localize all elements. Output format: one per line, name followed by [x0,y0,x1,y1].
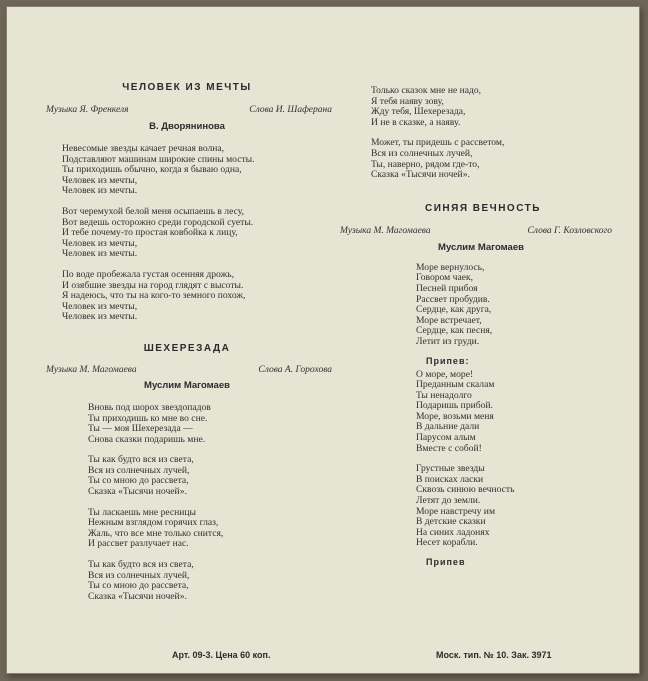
lyric-line: Море вернулось, [416,261,485,273]
song3-music: Музыка М. Магомаева [340,225,431,236]
song1-stanza-1 [62,144,332,197]
song1-stanza-2 [62,207,332,260]
song3-lyrics [336,263,626,567]
lyric-line: Невесомые звезды качает речная волна, [62,143,225,154]
lyric-line: Сказка «Тысячи ночей». [88,590,187,602]
song1-words: Слова И. Шаферана [249,105,332,115]
lyric-line: Море, возьми меня [416,410,494,422]
lyric-line: И рассвет разлучает нас. [88,538,189,550]
lyric-line: На синих ладонях [416,526,490,538]
lyric-line: Вновь под шорох звездопадов [88,401,211,413]
lyric-line: В детские сказки [416,516,486,528]
song3-words: Слова Г. Козловского [527,225,612,236]
song2-title: ШЕХЕРЕЗАДА [143,342,231,354]
song1-credits [42,105,332,115]
song1-stanza-3 [62,270,332,323]
lyric-line: Сказка «Тысячи ночей». [88,486,187,498]
lyric-line: Сердце, как песня, [416,325,493,337]
song2-credits [42,365,332,375]
lyric-line: Летят до земли. [416,495,481,507]
lyric-line: Подаришь прибой. [416,400,493,412]
lyric-line: Нежным взглядом горячих глаз, [88,517,219,529]
lyric-line: Сказка «Тысячи ночей». [371,169,470,181]
lyric-line: И не в сказке, а наяву. [371,116,461,128]
lyric-line: Жаль, что все мне только снится, [88,527,224,539]
footer-print-info: Моск. тип. № 10. Зак. 3971 [436,650,552,660]
lyric-line: Сердце, как друга, [416,304,492,316]
lyric-line: О море, море! [416,368,474,380]
lyric-line: Человек из мечты, [62,237,138,249]
lyric-line: Человек из мечты, [62,300,138,312]
lyric-line: И озябшие звезды на город глядят с высоты. [62,279,244,291]
lyric-line: Ты, наверно, рядом где-то, [371,158,480,170]
song1-performer: В. Дворянинова [149,121,225,132]
lyric-line: Преданным скалам [416,379,495,391]
lyric-line: Вот ведешь осторожно среди городской суеты. [62,216,254,228]
refrain-label: Припев: [426,355,470,366]
lyric-line: Ты со мною до рассвета, [88,475,189,487]
lyric-line: Песней прибоя [416,282,478,294]
lyric-line: И тебе почему-то простая ковбойка к лицу, [62,227,238,239]
lyric-line: В дальние дали [416,421,480,433]
song3-credits [336,226,626,236]
lyric-line: По воде пробежала густая осенняя дрожь, [62,268,234,280]
song2-stanza-4 [88,560,332,602]
lyric-line: В поисках ласки [416,473,484,485]
song2-stanza-3 [88,508,332,550]
lyric-line: Ты как будто вся из света, [88,454,194,466]
lyric-line: Парусом алым [416,432,476,444]
lyric-line: Жду тебя, Шехерезада, [371,106,466,118]
song2-words: Слова А. Горохова [258,364,332,375]
song1-lyrics [42,144,332,323]
song3-title: СИНЯЯ ВЕЧНОСТЬ [425,202,541,214]
lyric-line: Летит из груди. [416,335,480,347]
lyric-line: Ты как будто вся из света, [88,559,194,571]
lyric-line: Может, ты придешь с рассветом, [371,137,505,149]
song2-performer: Муслим Магомаев [144,379,230,391]
lyric-line: Вот черемухой белой меня осыпаешь в лесу, [62,205,244,217]
record-sleeve-back [6,6,640,674]
lyric-line: Человек из мечты. [62,311,138,323]
lyric-line: Сквозь синюю вечность [416,484,515,496]
lyric-line: Говором чаек, [416,272,474,284]
song2-lyrics [42,403,332,603]
footer-price: Арт. 09-3. Цена 60 коп. [172,650,271,660]
lyric-line: Ты ласкаешь мне ресницы [88,506,196,518]
lyric-line: Несет корабли. [416,537,478,549]
lyric-line: Море навстречу им [416,505,496,517]
lyric-line: Вся из солнечных лучей, [88,569,190,581]
lyric-line: Человек из мечты. [62,248,138,260]
lyric-line: Я надеюсь, что ты на кого-то земного похож, [62,290,246,302]
song3-verse-2 [416,464,626,549]
lyric-line: Рассвет пробудив. [416,293,490,305]
lyric-line: Подставляют машинам широкие спины мосты. [62,153,255,165]
lyric-line: Вместе с собой! [416,442,482,454]
song2-stanza-2 [88,455,332,497]
refrain-repeat: Припев [426,557,466,567]
lyric-line: Вся из солнечных лучей, [371,147,473,159]
lyric-line: Вся из солнечных лучей, [88,464,190,476]
song1-title: ЧЕЛОВЕК ИЗ МЕЧТЫ [122,82,252,93]
song3-refrain [416,370,626,455]
song3-performer: Муслим Магомаев [438,241,524,253]
song1-music: Музыка Я. Френкеля [46,105,129,115]
song3-verse-1 [416,263,626,348]
lyric-line: Я тебя наяву зову, [371,95,444,107]
song2-stanza-1 [88,403,332,445]
lyric-line: Ты со мною до рассвета, [88,580,189,592]
lyric-line: Ты приходишь обычно, когда я бываю одна, [62,164,242,176]
lyric-line: Ты — моя Шехерезада — [88,423,193,435]
lyric-line: Море встречает, [416,314,482,326]
lyric-line: Ты приходишь ко мне во сне. [88,412,208,424]
song2-music: Музыка М. Магомаева [46,364,137,375]
lyric-line: Только сказок мне не надо, [371,85,482,96]
left-column [42,82,332,602]
lyric-line: Снова сказки подаришь мне. [88,433,206,445]
lyric-line: Человек из мечты, [62,174,138,186]
song2-stanza-5 [371,86,626,128]
lyric-line: Человек из мечты. [62,185,138,197]
right-column [336,86,626,567]
song2-continued [336,86,626,181]
lyric-line: Ты ненадолго [416,389,472,401]
lyric-line: Грустные звезды [416,463,485,475]
song2-stanza-6 [371,138,626,180]
